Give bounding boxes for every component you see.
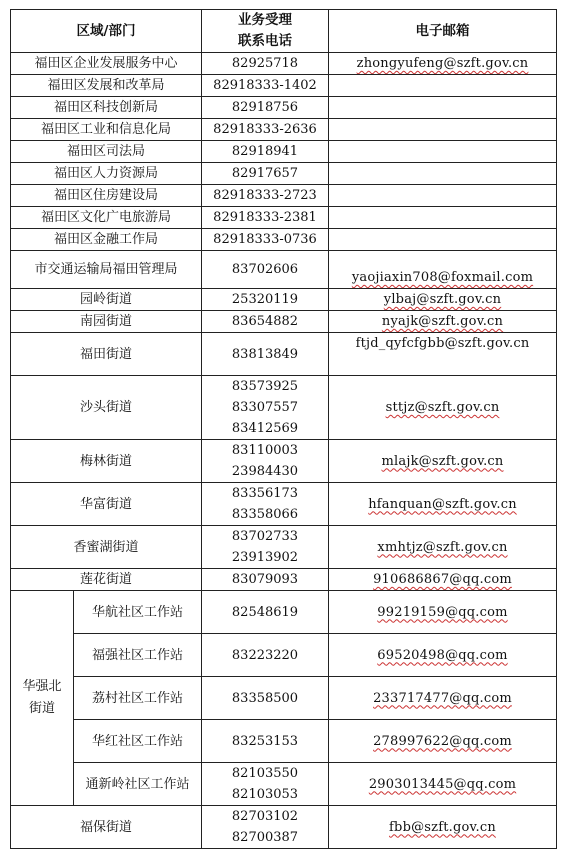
email-cell bbox=[329, 720, 557, 763]
phone-cell bbox=[202, 526, 329, 569]
email-address: 2903013445@qq.com bbox=[368, 776, 517, 792]
table-row bbox=[11, 483, 557, 526]
table-row bbox=[11, 229, 557, 251]
email-cell bbox=[329, 763, 557, 806]
phone-number: 83358500 bbox=[231, 690, 299, 706]
phone-cell bbox=[202, 376, 329, 440]
region-cell: 福田区住房建设局 bbox=[11, 185, 202, 207]
table-row bbox=[11, 677, 557, 720]
phone-number: 83110003 bbox=[231, 443, 299, 458]
station-name-cell bbox=[74, 763, 202, 806]
region-cell: 福田区人力资源局 bbox=[11, 163, 202, 185]
phone-number: 82700387 bbox=[231, 830, 299, 845]
region-cell: 香蜜湖街道 bbox=[11, 526, 202, 569]
phone-number: 83813849 bbox=[231, 346, 299, 362]
phone-number: 82103053 bbox=[231, 787, 299, 802]
phone-cell bbox=[202, 97, 329, 119]
table-row bbox=[11, 333, 557, 376]
phone-number: 83358066 bbox=[231, 507, 299, 522]
table-row bbox=[11, 119, 557, 141]
contact-table bbox=[10, 9, 557, 849]
region-group-label: 华强北街道 bbox=[22, 679, 62, 716]
region-cell: 华富街道 bbox=[11, 483, 202, 526]
phone-number: 83223220 bbox=[231, 647, 299, 663]
email-address: 278997622@qq.com bbox=[373, 733, 512, 749]
region-cell: 南园街道 bbox=[11, 311, 202, 333]
header-phone-line2: 联系电话 bbox=[238, 33, 292, 49]
header-region: 区域/部门 bbox=[11, 10, 202, 53]
table-row bbox=[11, 376, 557, 440]
station-name: 荔村社区工作站 bbox=[91, 690, 183, 706]
email-cell bbox=[329, 289, 557, 311]
email-cell bbox=[329, 97, 557, 119]
phone-cell bbox=[202, 720, 329, 763]
table-row bbox=[11, 806, 557, 849]
phone-number: 23913902 bbox=[231, 550, 299, 565]
email-cell bbox=[329, 526, 557, 569]
email-cell bbox=[329, 333, 557, 376]
region-group-huaqiangbei bbox=[11, 591, 74, 806]
phone-cell bbox=[202, 483, 329, 526]
header-email: 电子邮箱 bbox=[329, 10, 557, 53]
region-cell: 福田区企业发展服务中心 bbox=[11, 53, 202, 75]
email-cell bbox=[329, 163, 557, 185]
table-row bbox=[11, 97, 557, 119]
phone-cell bbox=[202, 591, 329, 634]
phone-number: 82918333-1402 bbox=[213, 78, 317, 93]
phone-cell bbox=[202, 141, 329, 163]
phone-cell bbox=[202, 75, 329, 97]
email-address: nyajk@szft.gov.cn bbox=[381, 314, 504, 329]
email-address: xmhtjz@szft.gov.cn bbox=[377, 539, 508, 555]
phone-number: 82917657 bbox=[231, 166, 299, 181]
email-address: 99219159@qq.com bbox=[377, 604, 508, 620]
email-address: zhongyufeng@szft.gov.cn bbox=[356, 56, 529, 71]
phone-cell bbox=[202, 333, 329, 376]
phone-number: 83573925 bbox=[231, 379, 299, 394]
email-address: hfanquan@szft.gov.cn bbox=[368, 496, 517, 512]
table-row bbox=[11, 185, 557, 207]
email-address: yaojiaxin708@foxmail.com bbox=[351, 270, 534, 285]
phone-number: 82918333-0736 bbox=[213, 232, 317, 247]
phone-cell bbox=[202, 53, 329, 75]
email-cell bbox=[329, 119, 557, 141]
phone-cell bbox=[202, 677, 329, 720]
station-name: 通新岭社区工作站 bbox=[85, 776, 190, 792]
region-cell: 福田区文化广电旅游局 bbox=[11, 207, 202, 229]
table-row bbox=[11, 141, 557, 163]
phone-cell bbox=[202, 207, 329, 229]
table-row bbox=[11, 53, 557, 75]
table-row bbox=[11, 720, 557, 763]
phone-number: 83412569 bbox=[231, 421, 299, 436]
phone-cell bbox=[202, 119, 329, 141]
table-row bbox=[11, 591, 557, 634]
table-row bbox=[11, 763, 557, 806]
phone-number: 82918756 bbox=[231, 100, 299, 115]
station-name: 华航社区工作站 bbox=[91, 604, 183, 620]
table-row bbox=[11, 634, 557, 677]
email-cell bbox=[329, 376, 557, 440]
phone-number: 83079093 bbox=[231, 572, 299, 587]
email-address: 233717477@qq.com bbox=[373, 690, 512, 706]
region-cell: 福田街道 bbox=[11, 333, 202, 376]
phone-number: 82703102 bbox=[231, 809, 299, 824]
header-phone bbox=[202, 10, 329, 53]
header-phone-line1: 业务受理 bbox=[238, 12, 292, 28]
email-cell bbox=[329, 483, 557, 526]
email-cell bbox=[329, 75, 557, 97]
phone-number: 82548619 bbox=[231, 604, 299, 620]
email-address: sttjz@szft.gov.cn bbox=[385, 400, 500, 415]
phone-number: 82918333-2636 bbox=[213, 122, 317, 137]
region-cell: 莲花街道 bbox=[11, 569, 202, 591]
phone-number: 83253153 bbox=[231, 733, 299, 749]
station-name-cell bbox=[74, 591, 202, 634]
table-row bbox=[11, 251, 557, 289]
email-cell bbox=[329, 806, 557, 849]
email-cell bbox=[329, 440, 557, 483]
region-cell: 市交通运输局福田管理局 bbox=[11, 251, 202, 289]
email-cell bbox=[329, 311, 557, 333]
phone-cell bbox=[202, 185, 329, 207]
table-row bbox=[11, 440, 557, 483]
email-cell bbox=[329, 141, 557, 163]
region-cell: 福田区发展和改革局 bbox=[11, 75, 202, 97]
email-cell bbox=[329, 185, 557, 207]
email-address: mlajk@szft.gov.cn bbox=[381, 453, 504, 469]
phone-cell bbox=[202, 229, 329, 251]
phone-cell bbox=[202, 806, 329, 849]
email-address: fbb@szft.gov.cn bbox=[389, 819, 496, 835]
region-cell: 福田区工业和信息化局 bbox=[11, 119, 202, 141]
email-cell bbox=[329, 207, 557, 229]
region-cell: 园岭街道 bbox=[11, 289, 202, 311]
email-address: 69520498@qq.com bbox=[377, 647, 508, 663]
table-row bbox=[11, 311, 557, 333]
phone-cell bbox=[202, 569, 329, 591]
phone-number: 83654882 bbox=[231, 314, 299, 329]
region-cell: 福田区金融工作局 bbox=[11, 229, 202, 251]
phone-cell bbox=[202, 289, 329, 311]
phone-number: 83702606 bbox=[231, 262, 299, 277]
email-cell bbox=[329, 229, 557, 251]
email-address: ftjd_qyfcfgbb@szft.gov.cn bbox=[355, 336, 530, 351]
phone-number: 82925718 bbox=[231, 56, 299, 71]
phone-cell bbox=[202, 763, 329, 806]
station-name-cell bbox=[74, 677, 202, 720]
region-cell: 福田区科技创新局 bbox=[11, 97, 202, 119]
phone-cell bbox=[202, 311, 329, 333]
phone-number: 83702733 bbox=[231, 529, 299, 544]
header-row bbox=[11, 10, 557, 53]
email-address: 910686867@qq.com bbox=[373, 572, 512, 587]
station-name: 华红社区工作站 bbox=[91, 733, 183, 749]
phone-cell bbox=[202, 251, 329, 289]
region-cell: 福保街道 bbox=[11, 806, 202, 849]
station-name-cell bbox=[74, 634, 202, 677]
phone-number: 25320119 bbox=[231, 292, 299, 307]
phone-number: 82918941 bbox=[231, 144, 299, 159]
table-row bbox=[11, 526, 557, 569]
region-cell: 沙头街道 bbox=[11, 376, 202, 440]
table-row bbox=[11, 163, 557, 185]
table-row bbox=[11, 289, 557, 311]
phone-number: 23984430 bbox=[231, 464, 299, 479]
station-name-cell bbox=[74, 720, 202, 763]
phone-cell bbox=[202, 163, 329, 185]
email-cell bbox=[329, 53, 557, 75]
email-cell bbox=[329, 634, 557, 677]
email-cell bbox=[329, 591, 557, 634]
email-cell bbox=[329, 569, 557, 591]
email-cell bbox=[329, 677, 557, 720]
email-address: ylbaj@szft.gov.cn bbox=[383, 292, 502, 307]
phone-number: 82918333-2381 bbox=[213, 210, 317, 225]
table-row bbox=[11, 207, 557, 229]
email-cell bbox=[329, 251, 557, 289]
region-cell: 福田区司法局 bbox=[11, 141, 202, 163]
table-row bbox=[11, 569, 557, 591]
region-cell: 梅林街道 bbox=[11, 440, 202, 483]
table-row bbox=[11, 75, 557, 97]
phone-number: 82918333-2723 bbox=[213, 188, 317, 203]
phone-cell bbox=[202, 440, 329, 483]
phone-number: 83356173 bbox=[231, 486, 299, 501]
phone-number: 82103550 bbox=[231, 766, 299, 781]
station-name: 福强社区工作站 bbox=[91, 647, 183, 663]
phone-cell bbox=[202, 634, 329, 677]
phone-number: 83307557 bbox=[231, 400, 299, 415]
